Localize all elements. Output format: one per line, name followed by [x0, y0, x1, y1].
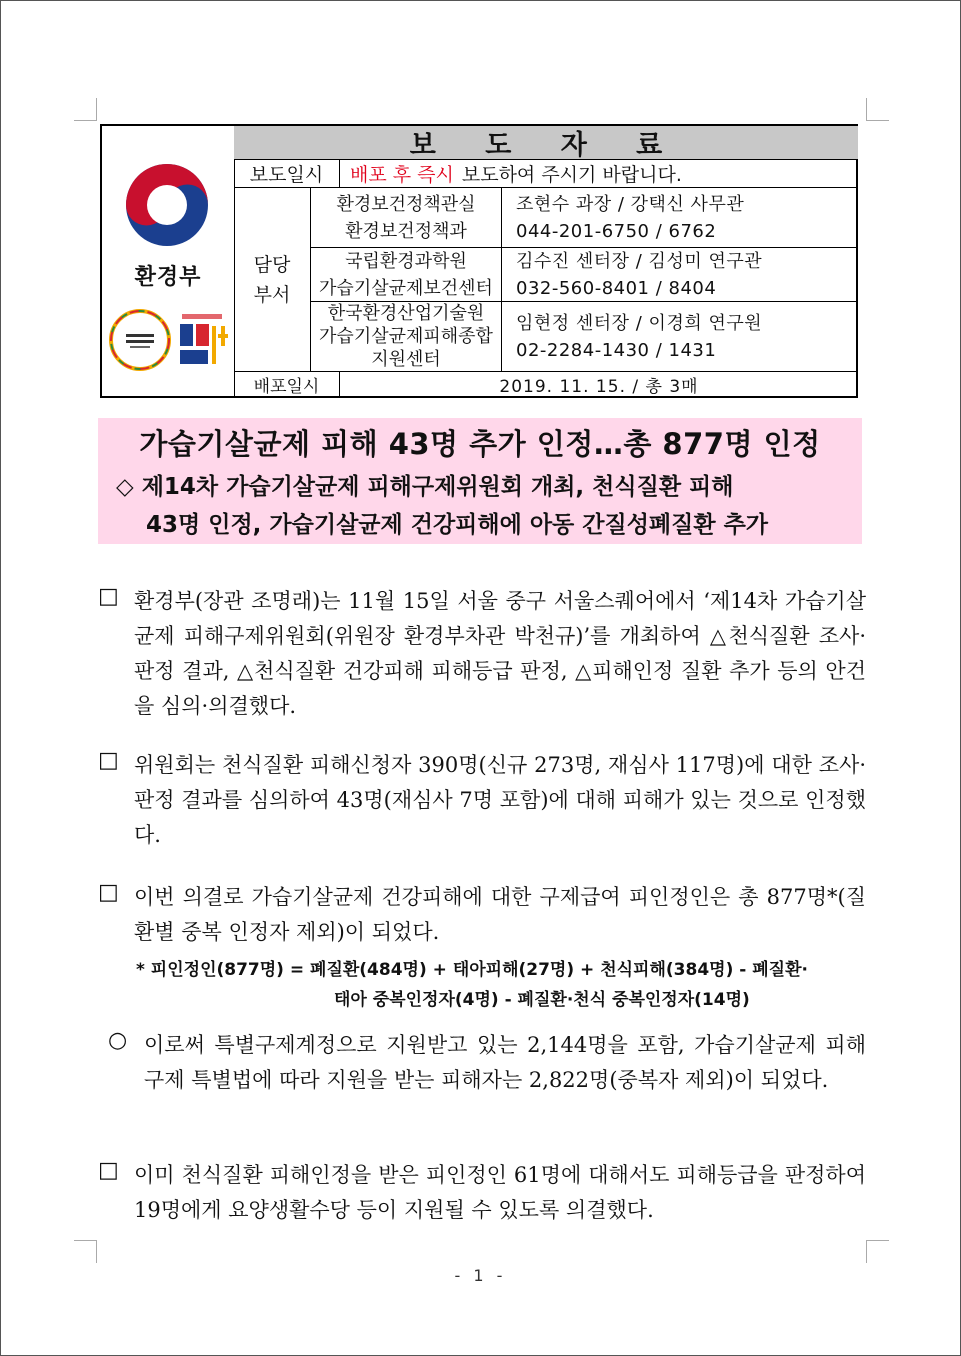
headline-subtitle [116, 468, 856, 544]
crop-mark [866, 1240, 889, 1263]
contact-names: 김수진 센터장 / 김성미 연구관 [516, 250, 763, 272]
distribution-value: 2019. 11. 15. / 총 3매 [499, 376, 699, 397]
checkbox-bullet-icon: □ [98, 1158, 119, 1183]
ministry-logo-cell [102, 126, 235, 396]
headline-title: 가습기살균제 피해 43명 추가 인정…총 877명 인정 [139, 427, 821, 461]
org-line: 한국환경산업기술원 [327, 303, 485, 324]
paragraph-text: 이번 의결로 가습기살균제 건강피해에 대한 구제급여 피인정인은 총 877명*(질환별 중복 인정자 제외)이 되었다. [134, 885, 866, 944]
checkbox-bullet-icon: □ [98, 584, 119, 609]
checkbox-bullet-icon: □ [98, 880, 119, 905]
department-org [311, 188, 502, 248]
release-instruction: 보도하여 주시기 바랍니다. [461, 164, 682, 186]
crop-mark [74, 1240, 97, 1263]
department-contact [502, 188, 858, 248]
crop-mark [74, 98, 97, 121]
contact-phone: 044-201-6750 / 6762 [516, 220, 717, 242]
paragraph-text: 위원회는 천식질환 피해신청자 390명(신규 273명, 재심사 117명)에 대한 조사·판정 결과를 심의하여 43명(재심사 7명 포함)에 대해 피해가 있는 것으로 인정했다. [134, 753, 866, 847]
paragraph [108, 1028, 866, 1134]
headline-box [98, 418, 862, 544]
release-time-value [340, 160, 858, 188]
org-line: 지원센터 [371, 349, 441, 370]
org-line: 가습기살균제보건센터 [319, 277, 493, 299]
asean-summit-badge-icon [108, 308, 172, 372]
paragraph-text: 이로써 특별구제계정으로 지원받고 있는 2,144명을 포함, 가습기살균제 피해구제 특별법에 따라 지원을 받는 피해자는 2,822명(중복자 제외)이 되었다. [144, 1033, 866, 1092]
department-label-line1: 담당 [253, 253, 291, 276]
paragraph [98, 1158, 866, 1230]
press-release-title: 보 도 자 료 [234, 126, 858, 160]
paragraph [98, 748, 866, 854]
page-number: - 1 - [454, 1266, 507, 1285]
press-release-header [100, 124, 858, 398]
contact-phone: 02-2284-1430 / 1431 [516, 339, 717, 361]
circle-bullet-icon: ○ [108, 1028, 128, 1053]
checkbox-bullet-icon: □ [98, 748, 119, 773]
org-line: 환경보건정책관실 [336, 193, 476, 215]
crop-mark [866, 98, 889, 121]
department-label-line2: 부서 [253, 283, 291, 306]
release-time-label: 보도일시 [234, 160, 340, 188]
contact-names: 조현수 과장 / 강택신 사무관 [516, 193, 745, 215]
paragraph-text: 환경부(장관 조명래)는 11월 15일 서울 중구 서울스퀘어에서 ‘제14차 가습기살균제 피해구제위원회(위원장 환경부차관 박천규)’를 개최하여 △천식질환 조사·판정 결과, △천식질환 건강피해 피해등급 판정, △피해인정 질환 추가 등의 안건을 심의·의결했다. [134, 589, 866, 718]
org-line: 가습기살균제피해종합 [319, 326, 493, 347]
contact-names: 임현정 센터장 / 이경희 연구원 [516, 312, 763, 334]
distribution-label: 배포일시 [234, 372, 340, 396]
department-contact [502, 302, 858, 372]
government-innovation-slogan-icon [176, 312, 230, 368]
footnote-line1: * 피인정인(877명) = 폐질환(484명) + 태아피해(27명) + 천식피해(384명) - 폐질환· [136, 960, 808, 980]
subtitle-line2: 43명 인정, 가습기살균제 건강피해에 아동 간질성폐질환 추가 [146, 512, 769, 538]
contact-phone: 032-560-8401 / 8404 [516, 277, 717, 299]
department-org [311, 302, 502, 372]
subtitle-line1: ◇ 제14차 가습기살균제 피해구제위원회 개최, 천식질환 피해 [116, 474, 734, 500]
footnote-line2: 태아 중복인정자(4명) - 폐질환·천식 중복인정자(14명) [334, 990, 750, 1010]
department-label [234, 188, 311, 372]
ministry-name: 환경부 [134, 265, 202, 290]
org-line: 국립환경과학원 [345, 250, 467, 272]
org-line: 환경보건정책과 [345, 220, 467, 242]
department-org [311, 248, 502, 302]
paragraph [98, 880, 866, 952]
paragraph-text: 이미 천식질환 피해인정을 받은 피인정인 61명에 대해서도 피해등급을 판정하여 19명에게 요양생활수당 등이 지원될 수 있도록 의결했다. [134, 1163, 866, 1222]
department-contact [502, 248, 858, 302]
taegeuk-logo-icon [122, 160, 212, 250]
paragraph [98, 584, 866, 724]
release-emphasis: 배포 후 즉시 [350, 164, 454, 186]
